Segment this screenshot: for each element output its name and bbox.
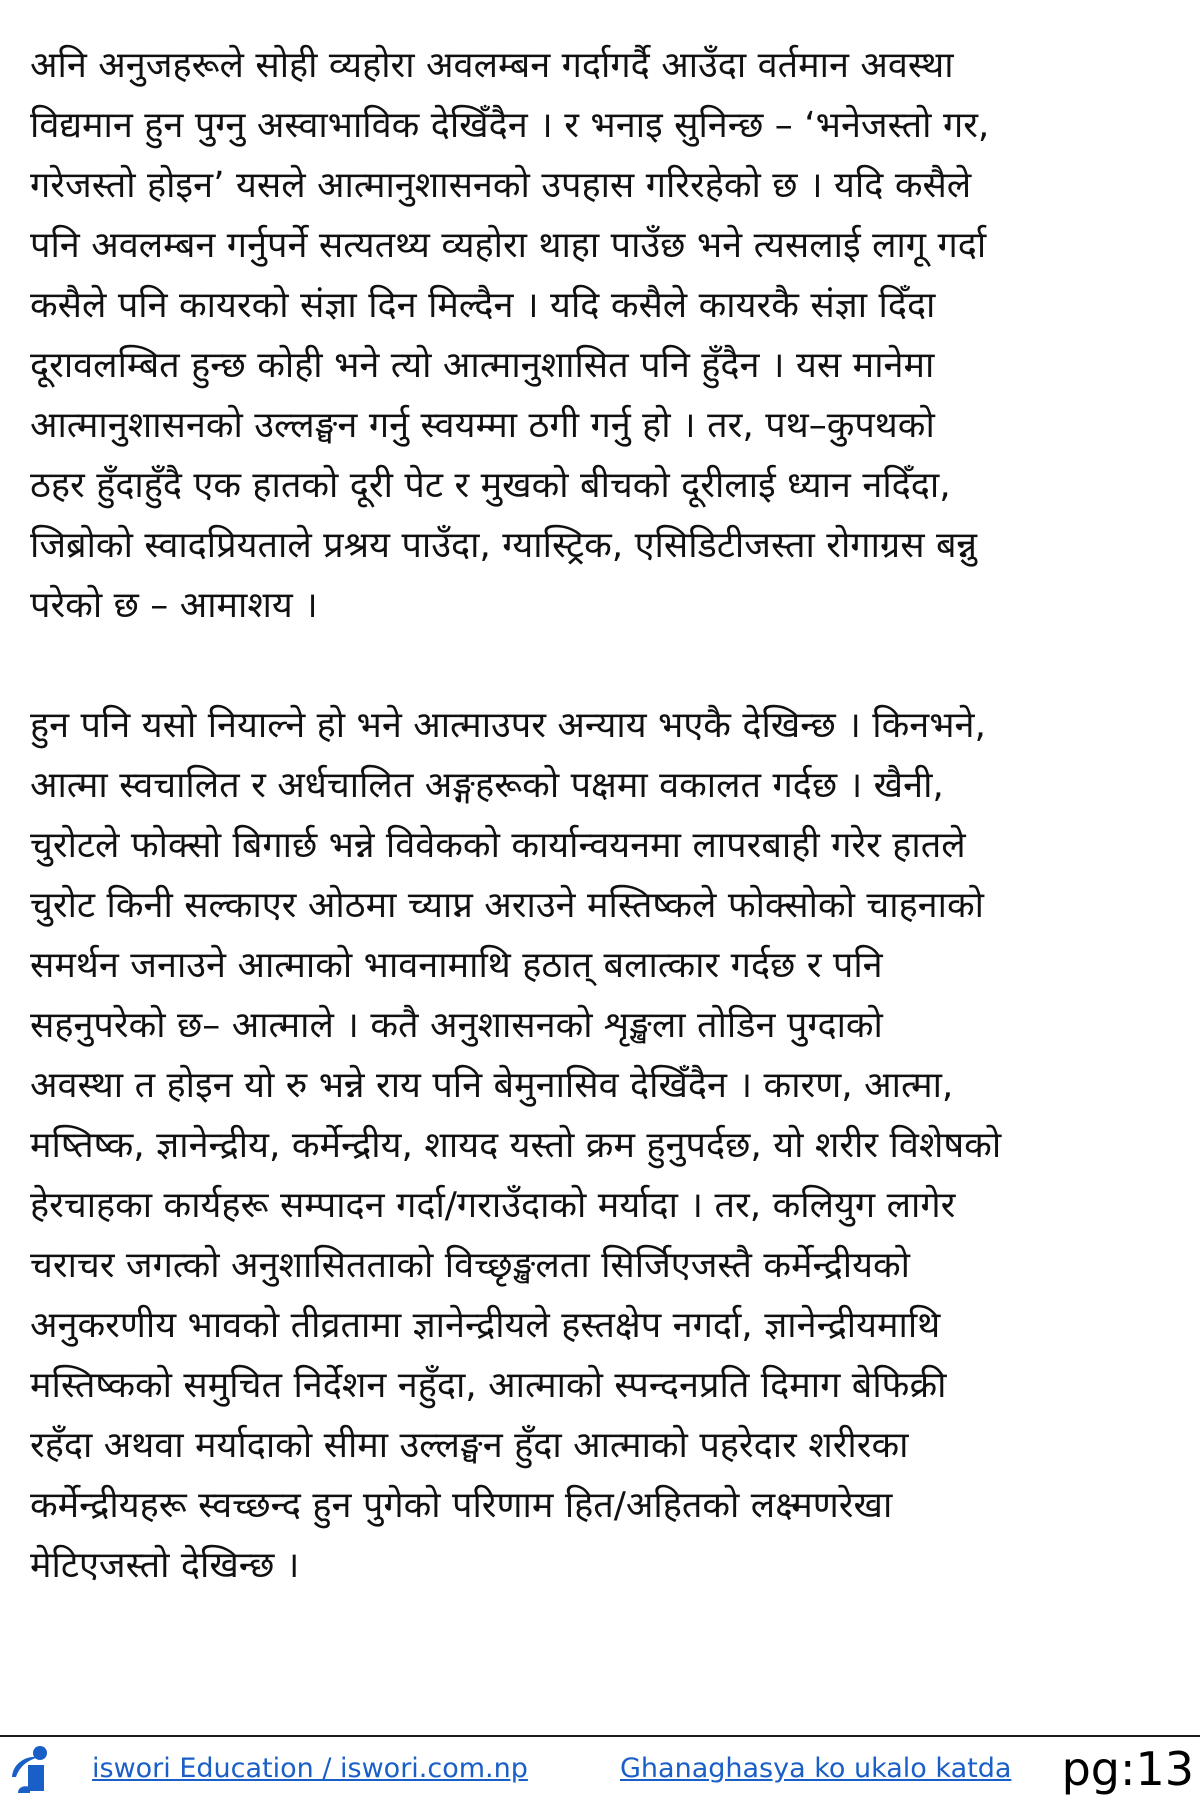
- page-body: [30, 36, 1178, 1596]
- text-line: अनि अनुजहरूले सोही व्यहोरा अवलम्बन गर्दागर्दै आउँदा वर्तमान अवस्था: [30, 45, 954, 86]
- text-line: आत्मा स्वचालित र अर्धचालित अङ्गहरूको पक्षमा वकालत गर्दछ । खैनी,: [30, 765, 944, 806]
- text-line: आत्मानुशासनको उल्लङ्घन गर्नु स्वयम्मा ठगी गर्नु हो । तर, पथ–कुपथको: [30, 405, 935, 446]
- text-line: पनि अवलम्बन गर्नुपर्ने सत्यतथ्य व्यहोरा थाहा पाउँछ भने त्यसलाई लागू गर्दा: [30, 225, 987, 266]
- text-line: गरेजस्तो होइन’ यसले आत्मानुशासनको उपहास गरिरहेको छ । यदि कसैले: [30, 165, 972, 206]
- text-line: अवस्था त होइन यो रु भन्ने राय पनि बेमुनासिव देखिँदैन । कारण, आत्मा,: [30, 1065, 954, 1106]
- text-line: जिब्रोको स्वादप्रियताले प्रश्रय पाउँदा, ग्यास्ट्रिक, एसिडिटीजस्ता रोगाग्रस बन्नु: [30, 525, 978, 566]
- text-line: चुरोटले फोक्सो बिगार्छ भन्ने विवेकको कार्यान्वयनमा लापरबाही गरेर हातले: [30, 825, 966, 866]
- info-i-icon: [4, 1741, 60, 1797]
- text-line: अनुकरणीय भावको तीव्रतामा ज्ञानेन्द्रीयले हस्तक्षेप नगर्दा, ज्ञानेन्द्रीयमाथि: [30, 1305, 941, 1346]
- text-line: चुरोट किनी सल्काएर ओठमा च्याप्न अराउने मस्तिष्कले फोक्सोको चाहनाको: [30, 885, 984, 926]
- book-title-link[interactable]: Ghanaghasya ko ukalo katda: [620, 1753, 1012, 1784]
- text-line: कसैले पनि कायरको संज्ञा दिन मिल्दैन । यदि कसैले कायरकै संज्ञा दिँदा: [30, 285, 936, 326]
- text-line: मस्तिष्कको समुचित निर्देशन नहुँदा, आत्माको स्पन्दनप्रति दिमाग बेफिक्री: [30, 1365, 947, 1406]
- text-line: मष्तिष्क, ज्ञानेन्द्रीय, कर्मेन्द्रीय, शायद यस्तो क्रम हुनुपर्दछ, यो शरीर विशेषको: [30, 1125, 1002, 1166]
- footer-divider: [0, 1735, 1200, 1737]
- site-link[interactable]: iswori Education / iswori.com.np: [92, 1753, 528, 1784]
- text-line: चराचर जगत्को अनुशासितताको विच्छृङ्खलता सिर्जिएजस्तै कर्मेन्द्रीयको: [30, 1245, 910, 1286]
- page-number: pg:13: [1061, 1742, 1194, 1796]
- text-line: दूरावलम्बित हुन्छ कोही भने त्यो आत्मानुशासित पनि हुँदैन । यस मानेमा: [30, 345, 935, 386]
- text-line: कर्मेन्द्रीयहरू स्वच्छन्द हुन पुगेको परिणाम हित/अहितको लक्ष्मणरेखा: [30, 1485, 893, 1526]
- paragraph-gap: [30, 636, 1178, 696]
- text-line: ठहर हुँदाहुँदै एक हातको दूरी पेट र मुखको बीचको दूरीलाई ध्यान नदिँदा,: [30, 465, 951, 506]
- paragraph-1: [30, 36, 1178, 636]
- text-line: सहनुपरेको छ– आत्माले । कतै अनुशासनको शृङ्खला तोडिन पुग्दाको: [30, 1005, 883, 1046]
- text-line: रहँदा अथवा मर्यादाको सीमा उल्लङ्घन हुँदा आत्माको पहरेदार शरीरका: [30, 1425, 909, 1466]
- text-line: परेको छ – आमाशय ।: [30, 585, 318, 626]
- text-line: मेटिएजस्तो देखिन्छ ।: [30, 1545, 300, 1586]
- page-footer: [0, 1741, 1200, 1800]
- paragraph-2: [30, 696, 1178, 1596]
- text-line: विद्यमान हुन पुग्नु अस्वाभाविक देखिँदैन । र भनाइ सुनिन्छ – ‘भनेजस्तो गर,: [30, 105, 990, 146]
- text-line: हुन पनि यसो नियाल्ने हो भने आत्माउपर अन्याय भएकै देखिन्छ । किनभने,: [30, 705, 986, 746]
- text-line: हेरचाहका कार्यहरू सम्पादन गर्दा/गराउँदाको मर्यादा । तर, कलियुग लागेर: [30, 1185, 956, 1226]
- text-line: समर्थन जनाउने आत्माको भावनामाथि हठात् बलात्कार गर्दछ र पनि: [30, 945, 883, 986]
